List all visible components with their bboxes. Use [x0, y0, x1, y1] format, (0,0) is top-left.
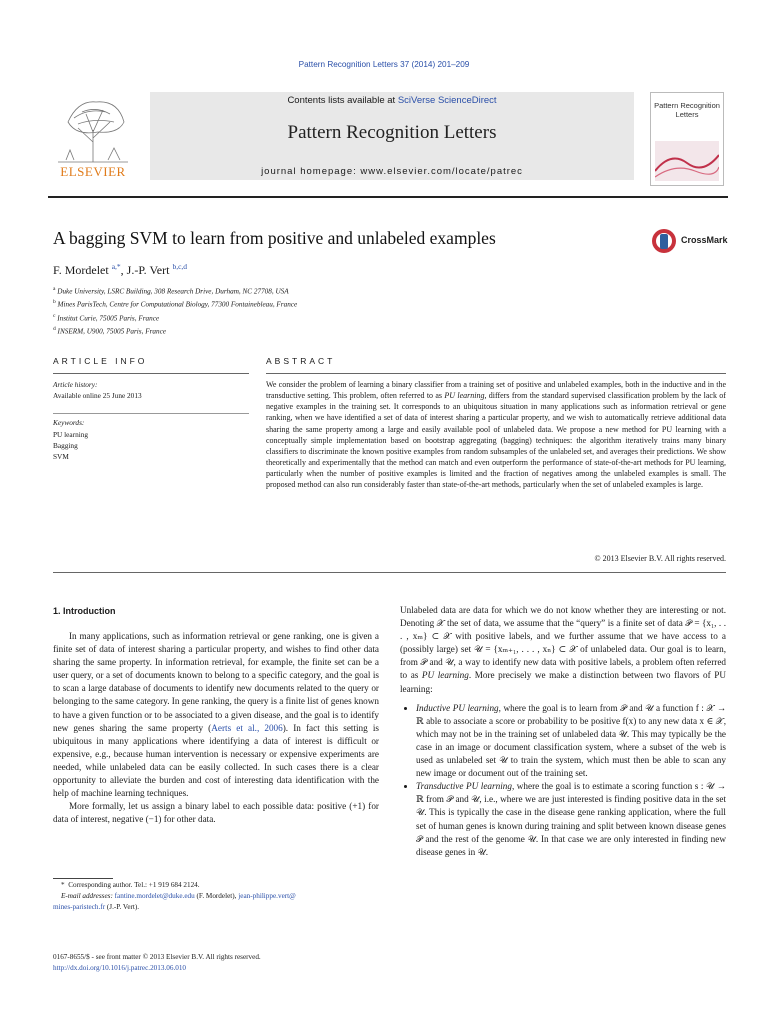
cover-title: Pattern Recognition Letters: [654, 101, 720, 119]
affiliation-marker: c: [53, 312, 56, 319]
footnote-divider: [53, 878, 113, 879]
article-info-divider: [53, 373, 249, 374]
header-divider: [48, 196, 728, 198]
crossmark-label: CrossMark: [681, 235, 728, 245]
author-name: J.-P. Vert: [126, 263, 170, 277]
pu-learning-flavors-list: [400, 702, 726, 859]
list-item-term: Inductive PU learning: [416, 702, 499, 713]
abstract-part: , differs from the standard supervised classification problem by the lack of negative examples in the training set. It corresponds to an ubiquitous situation in many applications such as information retrieval or gene ranking, when we have identified a set of data of interest sharing a particular property, and we wish to automatically retrieve additional data sharing the same property among a large and easily available pool of unlabeled data. We propose a new method for PU learning with a conceptually simple implementation based on bootstrap aggregating (bagging) techniques: the algorithm iteratively trains many binary classifiers to discriminate the known positive examples from random subsamples of the unlabeled set, and averages their predictions. We show theoretically and experimentally that the method can match and even outperform the performance of state-of-the-art methods for PU learning, particularly when the number of positive examples is limited and the fraction of negatives among the unlabeled examples is small. The proposed method can also run considerably faster than state-of-the-art methods, particularly when the set of unlabeled examples is large.: [266, 391, 726, 490]
affiliation-marker: a: [53, 286, 56, 292]
email-owner: (J.-P. Vert).: [105, 903, 140, 911]
abstract-copyright: © 2013 Elsevier B.V. All rights reserved.: [594, 554, 726, 563]
paragraph-text: ). In fact this setting is ubiquitous in many applications where identifying a data of interest is difficult or expensive, e.g., because human intervention is necessary or expensive experiments are needed, while unlabeled data can be easily collected. In such cases there is a clear opportunity to alleviate the burden and cost of interesting data identification with the help of machine learning techniques.: [53, 722, 379, 799]
abstract-divider: [266, 373, 726, 374]
author-affiliation-marker[interactable]: a,*: [111, 262, 121, 271]
affiliation-marker: b: [53, 299, 56, 306]
abstract-text: [266, 379, 726, 491]
paragraph: [53, 630, 379, 800]
cover-graphic-icon: [655, 141, 719, 181]
footnote: [53, 880, 379, 913]
list-item: [416, 702, 726, 781]
author-affiliation-marker[interactable]: b,c,d: [172, 262, 188, 271]
crossmark-icon: [651, 228, 677, 254]
author-name: F. Mordelet: [53, 263, 109, 277]
paragraph-emphasis: PU learning: [421, 670, 469, 681]
footnote-star: *: [61, 881, 65, 889]
sciencedirect-link[interactable]: SciVerse ScienceDirect: [397, 95, 497, 106]
issn-line: 0167-8655/$ - see front matter © 2013 Elsevier B.V. All rights reserved.: [53, 953, 261, 961]
abstract-heading: ABSTRACT: [266, 356, 336, 366]
affiliation-item: [53, 324, 297, 337]
author-separator: ,: [120, 263, 127, 277]
keywords-label: Keywords:: [53, 418, 85, 427]
article-history-label: Article history:: [53, 380, 98, 389]
paragraph-text: . More precisely we make a distinction between two flavors of PU learning:: [400, 670, 726, 694]
article-info-heading: ARTICLE INFO: [53, 356, 148, 366]
journal-title: Pattern Recognition Letters: [287, 122, 497, 143]
authors-line: [53, 262, 187, 278]
keywords-list: [53, 429, 88, 462]
affiliation-item: [53, 284, 297, 297]
citation-link[interactable]: Aerts et al., 2006: [211, 722, 283, 733]
article-history-date: Available online 25 June 2013: [53, 391, 142, 400]
homepage-line: [150, 166, 634, 177]
affiliation-marker: d: [53, 326, 56, 333]
paragraph-text: Unlabeled data are data for which we do not know whether they are interesting or not. Denoting 𝒳 the set of data, we assume that the “query” is a finite set of data 𝒫 = {x₁, . . . , xₘ} ⊂ 𝒳 with positive labels, and we further assume that we have access to a (possibly large) set 𝒰 = {xₘ₊₁, . . . , xₙ} ⊂ 𝒳 of unlabeled data. Our goal is to learn, from 𝒫 and 𝒰, a way to identify new data with positive labels, a problem often referred to as: [400, 605, 726, 681]
section-heading-introduction: 1. Introduction: [53, 606, 116, 616]
corresponding-author-text: Corresponding author. Tel.: +1 919 684 2124.: [68, 881, 200, 889]
affiliation-text: Institut Curie, 75005 Paris, France: [57, 314, 160, 323]
doi-link[interactable]: http://dx.doi.org/10.1016/j.patrec.2013.06.010: [53, 964, 187, 972]
history-divider: [53, 413, 249, 414]
journal-reference[interactable]: Pattern Recognition Letters 37 (2014) 201–209: [298, 60, 470, 69]
keyword: SVM: [53, 452, 69, 461]
journal-cover-thumbnail: [650, 92, 724, 186]
abstract-part: We consider the problem of learning a binary classifier from a training set of positive and unlabeled examples, both in the inductive and in the transductive setting. This problem, often referred to as: [266, 380, 726, 401]
affiliation-text: Duke University, LSRC Building, 308 Research Drive, Durham, NC 27708, USA: [57, 287, 289, 296]
affiliation-item: [53, 311, 297, 324]
paragraph: More formally, let us assign a binary label to each possible data: positive (+1) for data of interest, negative (−1) for other data.: [53, 801, 379, 825]
paragraph-text: In many applications, such as information retrieval or gene ranking, one is given a finite set of data of interest sharing a particular property, and wishes to find other data sharing the same property. In information retrieval, for example, the finite set can be a user query, or a set of documents known to belong to a specific category, and the goal is to scan a large database of documents to identify new documents related to the query or belonging to the same category. In gene ranking, the query is a finite list of genes known to have a given function or to be associated to a given disease, and the goal is to identify new genes sharing the same property (: [53, 631, 379, 733]
front-matter-info: [53, 952, 261, 974]
keyword: PU learning: [53, 430, 89, 439]
homepage-prefix: journal homepage:: [261, 166, 361, 177]
email-owner: (F. Mordelet),: [194, 892, 239, 900]
affiliations: [53, 284, 297, 338]
keyword: Bagging: [53, 441, 78, 450]
email-link[interactable]: jean-philippe.vert@: [238, 892, 296, 900]
paragraph: [400, 604, 726, 696]
list-item: [416, 780, 726, 859]
corresponding-author-note: [53, 880, 379, 891]
abstract-bottom-divider: [53, 572, 726, 573]
affiliation-item: [53, 297, 297, 310]
list-item-term: Transductive PU learning: [416, 781, 512, 792]
email-link[interactable]: mines-paristech.fr: [53, 903, 106, 911]
crossmark-badge[interactable]: [651, 228, 731, 254]
contents-line: [150, 95, 634, 106]
abstract-emphasis: PU learning: [444, 391, 485, 401]
body-column-right: [400, 604, 726, 859]
affiliation-text: INSERM, U900, 75005 Paris, France: [57, 327, 166, 336]
contents-prefix: Contents lists available at: [287, 95, 398, 106]
email-note: [53, 891, 379, 902]
email-note-continued: [53, 902, 379, 913]
affiliation-text: Mines ParisTech, Centre for Computational Biology, 77300 Fontainebleau, France: [57, 300, 298, 309]
elsevier-wordmark: ELSEVIER: [60, 164, 126, 179]
body-column-left: [53, 630, 379, 826]
list-item-text: , where the goal is to learn from 𝒫 and 𝒰 a function f : 𝒳 → ℝ able to associate a score or probability to be positive f(x) to any new data x ∈ 𝒳, which may not be in the training set of unlabeled data 𝒰. This may typically be the case in an image or document classification system, where a subset of the web is used as unlabeled set 𝒰 to train the system, which must then be able to scan any new image or document out of the training set.: [416, 702, 727, 779]
article-title: A bagging SVM to learn from positive and unlabeled examples: [53, 228, 496, 248]
homepage-link[interactable]: www.elsevier.com/locate/patrec: [360, 166, 523, 177]
email-label: E-mail addresses:: [61, 892, 113, 900]
email-link[interactable]: fantine.mordelet@duke.edu: [114, 892, 195, 900]
list-item-text: , where the goal is to estimate a scoring function s : 𝒰 → ℝ from 𝒫 and 𝒰, i.e., where we are just interested is finding positive data in the set 𝒰. This is typically the case in the disease gene ranking application, where the full set of human genes is known during training and split between known disease genes 𝒫 and the rest of the genome 𝒰. In that case we are only interested in finding new disease genes in 𝒰.: [416, 781, 726, 857]
